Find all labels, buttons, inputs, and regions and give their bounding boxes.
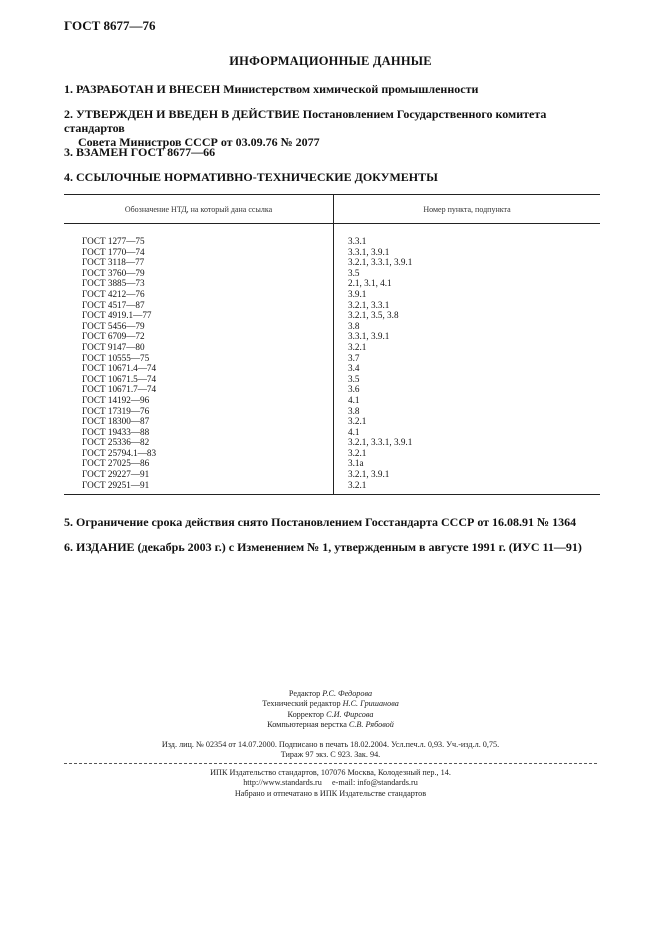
row-document: ГОСТ 10671.5—74 <box>82 373 157 384</box>
row-clause: 2.1, 3.1, 4.1 <box>348 278 392 289</box>
row-document: ГОСТ 3118—77 <box>82 257 145 268</box>
credit-tech-editor: Технический редактор Н.С. Гришанова <box>262 699 399 709</box>
table-body <box>64 224 600 494</box>
publisher-print-note: Набрано и отпечатано в ИПК Издательстве стандартов <box>234 788 427 798</box>
row-clause: 3.2.1 <box>348 479 367 490</box>
row-document: ГОСТ 3885—73 <box>82 278 145 289</box>
row-document: ГОСТ 1277—75 <box>82 236 145 246</box>
row-clause: 3.6 <box>348 384 360 395</box>
row-document: ГОСТ 4517—87 <box>82 299 145 310</box>
row-clause: 3.2.1, 3.5, 3.8 <box>348 310 399 321</box>
row-document: ГОСТ 27025—86 <box>82 458 150 469</box>
credits-block <box>0 689 661 730</box>
row-clause: 3.2.1, 3.3.1, 3.9.1 <box>348 437 413 448</box>
table-row <box>64 257 600 268</box>
table-row <box>64 458 600 469</box>
item-number: 5. <box>64 515 73 529</box>
row-clause: 3.3.1, 3.9.1 <box>348 246 390 257</box>
table-row <box>64 406 600 417</box>
row-clause: 3.2.1, 3.3.1, 3.9.1 <box>348 257 413 268</box>
credit-corrector: Корректор С.И. Фирсова <box>287 709 374 719</box>
table-row <box>64 289 600 300</box>
row-clause: 3.9.1 <box>348 288 367 299</box>
publisher-block <box>0 768 661 799</box>
item-number: 3. <box>64 145 73 159</box>
item-heading: РАЗРАБОТАН И ВНЕСЕН <box>76 82 221 96</box>
item-number: 6. <box>64 540 73 554</box>
item-heading: ИЗДАНИЕ (декабрь 2003 г.) с Изменением № 1, утвержденным в августе 1991 г. (ИУС 11—91) <box>76 540 582 554</box>
document-code: ГОСТ 8677—76 <box>64 18 156 33</box>
row-document: ГОСТ 4212—76 <box>82 288 145 299</box>
table-row <box>64 278 600 289</box>
row-document: ГОСТ 14192—96 <box>82 394 150 405</box>
table-row <box>64 416 600 427</box>
row-clause: 3.2.1, 3.3.1 <box>348 299 390 310</box>
row-clause: 3.1а <box>348 458 364 469</box>
print-info <box>0 740 661 761</box>
table-row <box>64 321 600 332</box>
table-row <box>64 268 600 279</box>
row-clause: 4.1 <box>348 426 360 437</box>
row-document: ГОСТ 5456—79 <box>82 320 145 331</box>
row-document: ГОСТ 29251—91 <box>82 479 150 490</box>
row-clause: 3.7 <box>348 352 360 363</box>
row-clause: 3.5 <box>348 373 360 384</box>
item-1 <box>64 82 604 96</box>
row-clause: 3.3.1, 3.9.1 <box>348 331 390 342</box>
table-row <box>64 247 600 258</box>
item-number: 4. <box>64 170 73 184</box>
table-row <box>64 480 600 491</box>
table-row <box>64 384 600 395</box>
table-row <box>64 310 600 321</box>
item-heading: УТВЕРЖДЕН И ВВЕДЕН В ДЕЙСТВИЕ <box>76 107 300 121</box>
references-table <box>64 194 600 495</box>
item-4 <box>64 170 604 184</box>
column-header-clause: Номер пункта, подпункта <box>423 205 511 214</box>
row-document: ГОСТ 4919.1—77 <box>82 310 152 321</box>
row-clause: 3.2.1 <box>348 416 367 427</box>
table-row <box>64 331 600 342</box>
row-clause: 3.8 <box>348 320 360 331</box>
item-heading: ВЗАМЕН ГОСТ 8677—66 <box>76 145 216 159</box>
item-heading: ССЫЛОЧНЫЕ НОРМАТИВНО-ТЕХНИЧЕСКИЕ ДОКУМЕНТЫ <box>76 170 438 184</box>
item-6 <box>64 540 604 554</box>
item-number: 2. <box>64 107 73 121</box>
table-row <box>64 363 600 374</box>
table-row <box>64 437 600 448</box>
row-clause: 3.3.1 <box>348 236 367 246</box>
item-heading: Ограничение срока действия снято Постановлением Госстандарта СССР от 16.08.91 № 1364 <box>76 515 577 529</box>
row-clause: 3.5 <box>348 267 360 278</box>
table-row <box>64 374 600 385</box>
column-header-document: Обозначение НТД, на который дана ссылка <box>124 205 273 214</box>
table-row <box>64 448 600 459</box>
item-3 <box>64 145 604 159</box>
page-title: ИНФОРМАЦИОННЫЕ ДАННЫЕ <box>229 54 432 68</box>
item-5 <box>64 515 604 529</box>
publisher-address: ИПК Издательство стандартов, 107076 Москва, Колодезный пер., 14. <box>210 768 451 777</box>
table-row <box>64 395 600 406</box>
row-document: ГОСТ 17319—76 <box>82 405 150 416</box>
row-document: ГОСТ 3760—79 <box>82 267 145 278</box>
row-document: ГОСТ 10555—75 <box>82 352 150 363</box>
table-row <box>64 427 600 438</box>
row-document: ГОСТ 29227—91 <box>82 469 150 480</box>
row-document: ГОСТ 9147—80 <box>82 341 145 352</box>
row-clause: 3.8 <box>348 405 360 416</box>
row-document: ГОСТ 18300—87 <box>82 416 150 427</box>
row-clause: 3.2.1 <box>348 341 367 352</box>
row-clause: 3.2.1, 3.9.1 <box>348 469 390 480</box>
row-document: ГОСТ 19433—88 <box>82 426 150 437</box>
row-clause: 4.1 <box>348 394 360 405</box>
item-text: Постановлением Государственного комитета стандартов <box>64 107 547 135</box>
row-document: ГОСТ 6709—72 <box>82 331 145 342</box>
table-row <box>64 353 600 364</box>
item-2 <box>64 107 604 149</box>
row-document: ГОСТ 1770—74 <box>82 246 145 257</box>
print-info-line-1: Изд. лиц. № 02354 от 14.07.2000. Подписано в печать 18.02.2004. Усл.печ.л. 0,93. Уч.-изд.л. 0,75. <box>161 740 500 749</box>
table-row <box>64 236 600 247</box>
row-document: ГОСТ 25336—82 <box>82 437 150 448</box>
item-text: Министерством химической промышленности <box>223 82 479 96</box>
row-clause: 3.2.1 <box>348 447 367 458</box>
table-header <box>64 195 600 223</box>
row-document: ГОСТ 10671.4—74 <box>82 363 157 374</box>
publisher-web: http://www.standards.ru e-mail: info@standards.ru <box>243 778 418 788</box>
row-document: ГОСТ 25794.1—83 <box>82 447 157 458</box>
table-bottom-rule <box>64 494 600 495</box>
credit-layout: Компьютерная верстка С.В. Рябовой <box>267 719 394 729</box>
item-text-continued: Совета Министров СССР от 03.09.76 № 2077 <box>78 135 320 149</box>
item-number: 1. <box>64 82 73 96</box>
divider-line <box>64 763 597 764</box>
print-info-line-2: Тираж 97 экз. С 923. Зак. 94. <box>280 750 381 760</box>
table-row <box>64 300 600 311</box>
table-row <box>64 469 600 480</box>
table-row <box>64 342 600 353</box>
row-clause: 3.4 <box>348 363 360 374</box>
row-document: ГОСТ 10671.7—74 <box>82 384 157 395</box>
credit-editor: Редактор Р.С. Федорова <box>288 689 373 698</box>
